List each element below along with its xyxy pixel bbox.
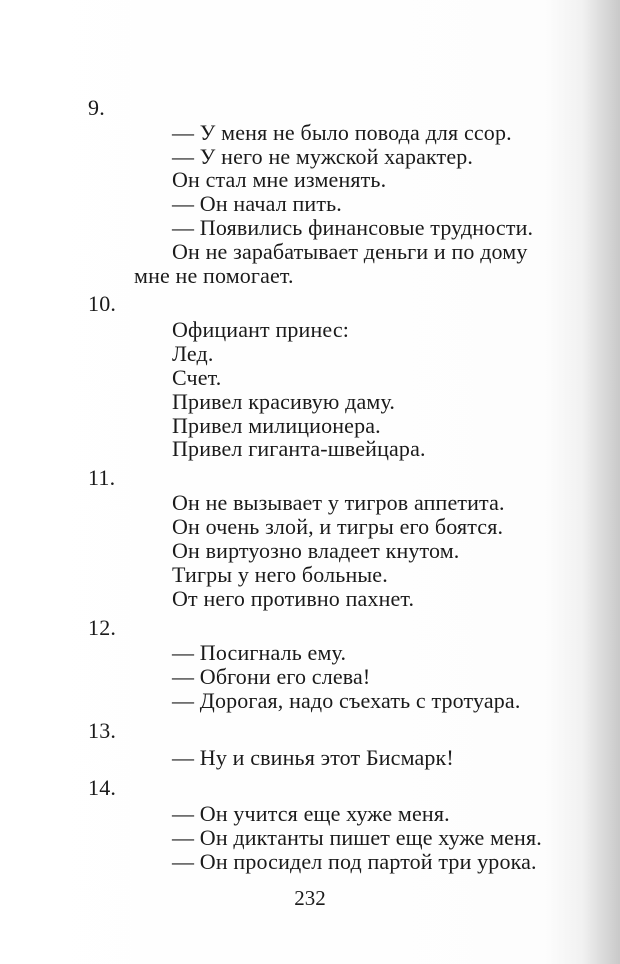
section-number-9: 9. [88,95,105,120]
section-12-line-1: — Посигналь ему. [172,640,347,665]
section-14-line-2: — Он диктанты пишет еще хуже меня. [172,825,542,850]
section-11-line-3: Он виртуозно владеет кнутом. [172,538,460,563]
section-14-line-3: — Он просидел под партой три урока. [172,849,537,874]
section-number-10: 10. [88,291,117,316]
section-9-line-1: — У меня не было повода для ссор. [172,120,512,145]
section-11-line-2: Он очень злой, и тигры его боятся. [172,514,504,539]
page-number: 232 [294,886,326,910]
section-number-11: 11. [88,465,116,490]
section-10-line-1: Официант принес: [172,317,350,342]
section-number-12: 12. [88,615,117,640]
section-11-line-1: Он не вызывает у тигров аппетита. [172,490,505,515]
section-9-line-3: Он стал мне изменять. [172,167,387,192]
section-11-line-4: Тигры у него больные. [172,562,388,587]
section-10-line-2: Лед. [172,341,214,366]
section-9-line-4: — Он начал пить. [172,191,342,216]
section-9-line-5: — Появились финансовые трудности. [172,215,534,240]
section-9-line-2: — У него не мужской характер. [172,144,474,169]
section-number-13: 13. [88,718,117,743]
section-10-line-4: Привел красивую даму. [172,389,396,414]
section-14-line-1: — Он учится еще хуже меня. [172,801,450,826]
section-9-line-6: Он не зарабатывает деньги и по дому [172,239,528,264]
section-12-line-2: — Обгони его слева! [172,664,371,689]
section-13-line-1: — Ну и свинья этот Бисмарк! [172,745,454,770]
section-9-line-7: мне не помогает. [134,263,294,288]
section-number-14: 14. [88,775,117,800]
section-12-line-3: — Дорогая, надо съехать с тротуара. [172,688,521,713]
section-10-line-5: Привел милиционера. [172,413,381,438]
section-10-line-3: Счет. [172,365,222,390]
section-10-line-6: Привел гиганта-швейцара. [172,436,426,461]
section-11-line-5: От него противно пахнет. [172,586,415,611]
